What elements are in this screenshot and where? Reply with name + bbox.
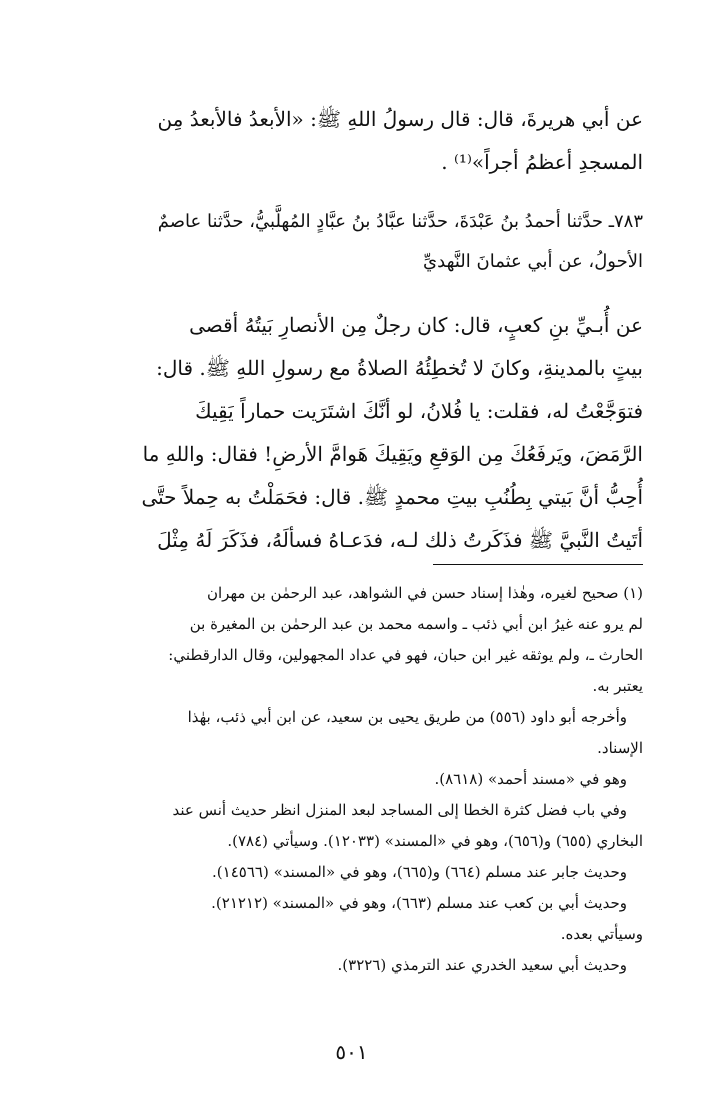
text-line: أُحِبُّ أنَّ بَيتي بِطُنُبِ بيتِ محمدٍ ﷺ. قال: فحَمَلْتُ به حِملاً حتَّى [141, 485, 643, 509]
text-line: بيتٍ بالمدينةِ، وكانَ لا تُخطِئُهُ الصلاةُ مع رسولِ اللهِ ﷺ. قال: [156, 356, 643, 380]
hadith-783-chain [60, 202, 643, 282]
text-line: عن أُبـيِّ بنِ كعبٍ، قال: كان رجلٌ مِن الأنصارِ بَيتُهُ أقصى [189, 313, 643, 337]
footnotes [60, 578, 643, 981]
footnote-line: وسيأتي بعده. [560, 925, 643, 943]
text-line: الأحولُ، عن أبي عثمانَ النَّهديِّ [423, 251, 643, 272]
page-number: ٥٠١ [335, 1040, 368, 1064]
paragraph-ubayy-ibn-kab [60, 304, 643, 562]
footnote-line: وهو في «مسند أحمد» (٨٦١٨). [434, 770, 627, 788]
text-line: أتَيتُ النَّبيَّ ﷺ فذَكَرتُ ذلك لـه، فدَعـاهُ فسألَهُ، فذَكَرَ لَهُ مِثْلَ [157, 528, 643, 552]
footnote-line: الإسناد. [597, 739, 643, 757]
footnote-line: (١) صحيح لغيره، وهٰذا إسناد حسن في الشواهد، عبد الرحمٰن بن مهران [206, 584, 643, 602]
footnote-line: وحديث أبي بن كعب عند مسلم (٦٦٣)، وهو في «المسند» (٢١٢١٢). [211, 894, 627, 912]
text-line: فتوَجَّعْتُ له، فقلت: يا فُلانُ، لو أنَّكَ اشتَرَيت حماراً يَقِيكَ [195, 399, 643, 423]
text-line: المسجدِ أعظمُ أجراً»⁽¹⁾ . [441, 150, 643, 174]
footnote-line: وأخرجه أبو داود (٥٥٦) من طريق يحيى بن سعيد، عن ابن أبي ذئب، بهٰذا [187, 708, 627, 726]
footnote-line: يعتبر به. [592, 677, 643, 695]
footnote-separator [433, 564, 643, 565]
text-line: الرَّمَضَ، ويَرفَعُكَ مِن الوَقعِ ويَقِيكَ هَوامَّ الأرضِ! فقال: واللهِ ما [142, 442, 643, 466]
footnote-line: وفي باب فضل كثرة الخطا إلى المساجد لبعد المنزل انظر حديث أنس عند [172, 801, 627, 819]
footnote-line: البخاري (٦٥٥) و(٦٥٦)، وهو في «المسند» (١٢٠٣٣). وسيأتي (٧٨٤). [227, 832, 643, 850]
text-line: عن أبي هريرةَ، قال: قال رسولُ اللهِ ﷺ: «الأبعدُ فالأبعدُ مِن [157, 107, 643, 131]
text-line: ٧٨٣ـ حدَّثنا أحمدُ بنُ عَبْدَةَ، حدَّثنا عبَّادُ بنُ عبَّادٍ المُهلَّبيُّ، حدَّثنا عاصمٌ [157, 211, 643, 232]
main-text [60, 98, 643, 562]
footnote-line: الحارث ـ، ولم يوثقه غير ابن حبان، فهو في عداد المجهولين، وقال الدارقطني: [168, 646, 643, 664]
footnote-line: وحديث جابر عند مسلم (٦٦٤) و(٦٦٥)، وهو في «المسند» (١٤٥٦٦). [212, 863, 627, 881]
footnote-line: لم يرو عنه غيرُ ابن أبي ذئب ـ واسمه محمد بن عبد الرحمٰن بن المغيرة بن [189, 615, 643, 633]
footnote-line: وحديث أبي سعيد الخدري عند الترمذي (٣٢٢٦). [337, 956, 627, 974]
paragraph-abu-hurayra [60, 98, 643, 184]
